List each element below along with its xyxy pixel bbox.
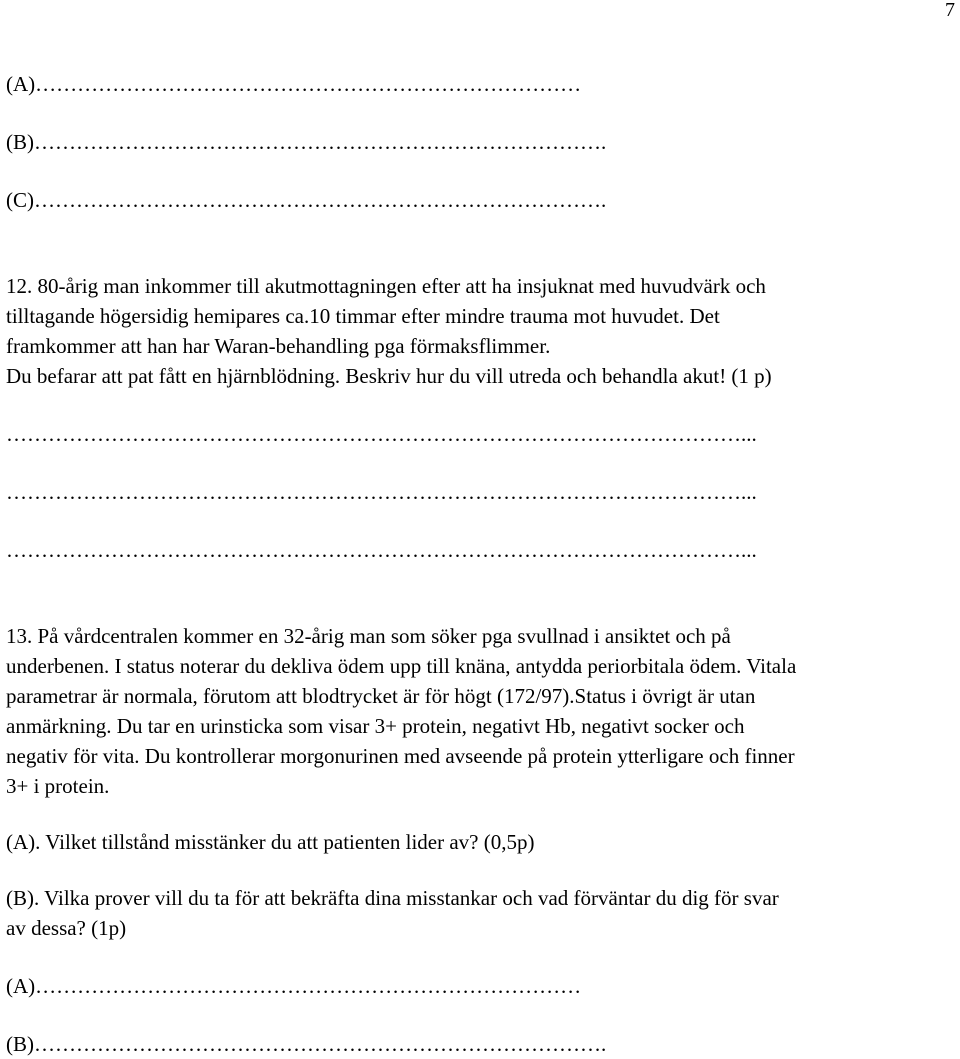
q13-text-line-3: parametrar är normala, förutom att blodtrycket är för högt (172/97).Status i övrigt är utan bbox=[6, 684, 756, 708]
page-number: 7 bbox=[945, 0, 955, 21]
q13-question-a: (A). Vilket tillstånd misstänker du att patienten lider av? (0,5p) bbox=[6, 830, 535, 854]
q12-answer-line-3: ……………………………………………………………………………………………... bbox=[6, 538, 757, 562]
q13-text-line-1: 13. På vårdcentralen kommer en 32-årig man som söker pga svullnad i ansiktet och på bbox=[6, 624, 731, 648]
q13-question-b-line-1: (B). Vilka prover vill du ta för att bekräfta dina misstankar och vad förväntar du dig för svar bbox=[6, 886, 779, 910]
q13-text-line-6: 3+ i protein. bbox=[6, 774, 110, 798]
q13-answer-a-line: (A)…………………………………………………………………… bbox=[6, 974, 582, 998]
q12-text-line-1: 12. 80-årig man inkommer till akutmottagningen efter att ha insjuknat med huvudvärk och bbox=[6, 274, 766, 298]
q13-text-line-2: underbenen. I status noterar du dekliva ödem upp till knäna, antydda periorbitala ödem. Vitala bbox=[6, 654, 797, 678]
q12-text-line-2: tilltagande högersidig hemipares ca.10 timmar efter mindre trauma mot huvudet. Det bbox=[6, 304, 720, 328]
q12-text-line-3: framkommer att han har Waran-behandling pga förmaksflimmer. bbox=[6, 334, 551, 358]
q13-text-line-4: anmärkning. Du tar en urinsticka som visar 3+ protein, negativt Hb, negativt socker och bbox=[6, 714, 745, 738]
q12-answer-line-2: ……………………………………………………………………………………………... bbox=[6, 480, 757, 504]
q13-answer-b-line: (B)………………………………………………………………………. bbox=[6, 1032, 607, 1056]
q13-text-line-5: negativ för vita. Du kontrollerar morgonurinen med avseende på protein ytterligare och finner bbox=[6, 744, 795, 768]
q12-answer-line-1: ……………………………………………………………………………………………... bbox=[6, 422, 757, 446]
q12-text-line-4: Du befarar att pat fått en hjärnblödning. Beskriv hur du vill utreda och behandla akut! (1 p) bbox=[6, 364, 772, 388]
q11-answer-c-line: (C)………………………………………………………………………. bbox=[6, 188, 607, 212]
q11-answer-a-line: (A)…………………………………………………………………… bbox=[6, 72, 582, 96]
q13-question-b-line-2: av dessa? (1p) bbox=[6, 916, 127, 940]
q11-answer-b-line: (B)………………………………………………………………………. bbox=[6, 130, 607, 154]
